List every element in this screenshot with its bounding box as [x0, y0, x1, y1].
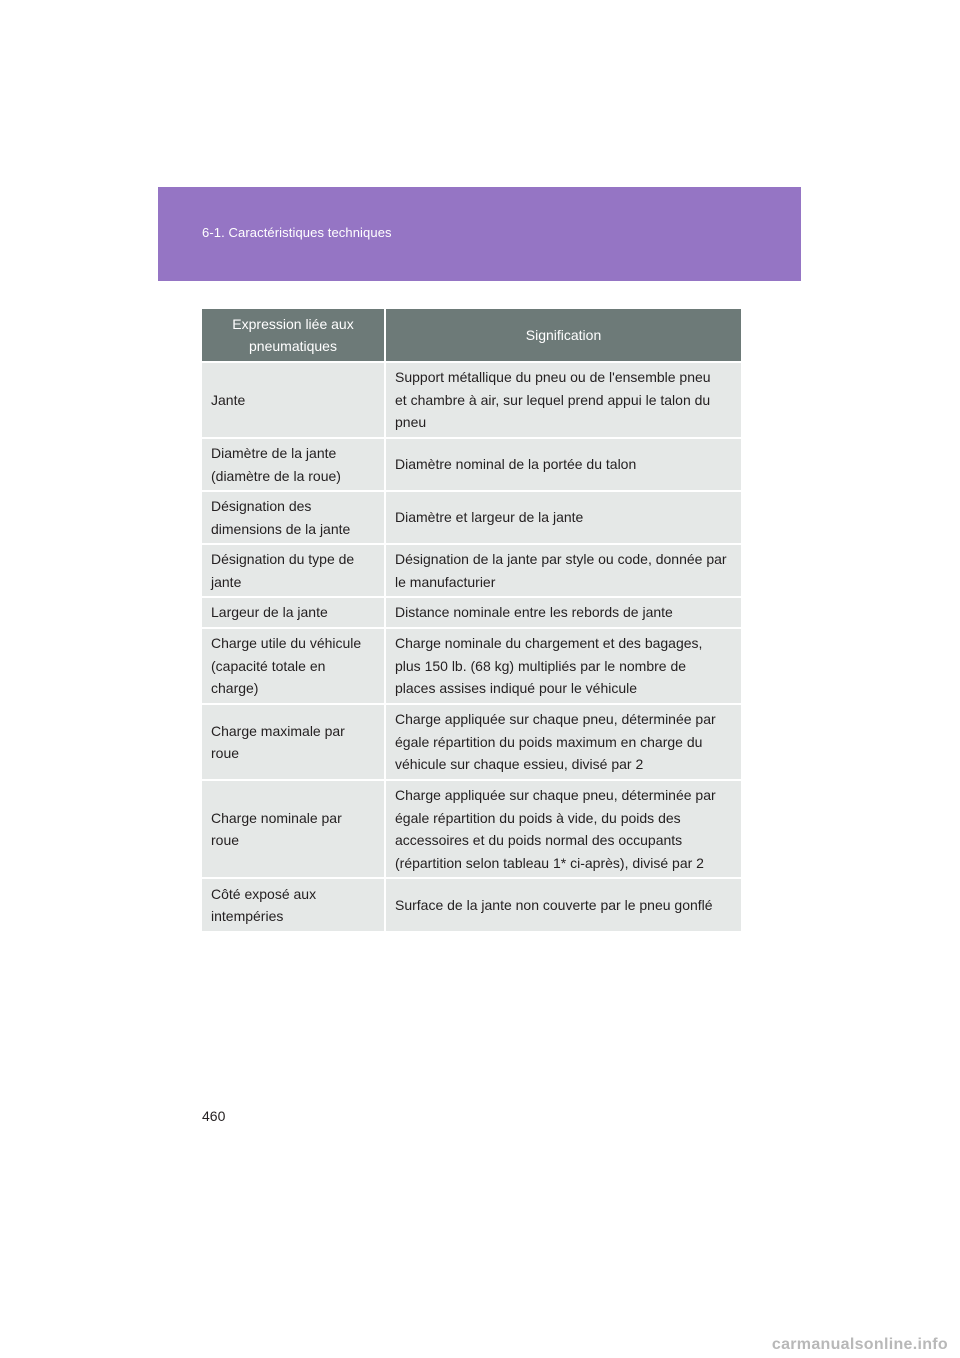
table-row — [202, 491, 741, 544]
tire-terms-table — [202, 309, 741, 931]
meaning-cell: Support métallique du pneu ou de l'ensemble pneu et chambre à air, sur lequel prend appui le talon du pneu — [385, 362, 741, 438]
term-cell: Côté exposé aux intempéries — [202, 878, 385, 931]
watermark-text: carmanualsonline.info — [771, 1336, 948, 1353]
meaning-cell: Désignation de la jante par style ou code, donnée par le manufacturier — [385, 544, 741, 597]
column-header-meaning — [385, 309, 741, 362]
column-header-term-text: Expression liée aux pneumatiques — [232, 316, 354, 354]
term-cell: Charge maximale par roue — [202, 704, 385, 780]
term-cell: Largeur de la jante — [202, 597, 385, 628]
column-header-term — [202, 309, 385, 362]
table-row — [202, 362, 741, 438]
table-row — [202, 597, 741, 628]
table-row — [202, 780, 741, 878]
term-cell: Charge nominale par roue — [202, 780, 385, 878]
section-header-band — [158, 187, 801, 281]
term-cell: Jante — [202, 362, 385, 438]
meaning-cell: Surface de la jante non couverte par le pneu gonflé — [385, 878, 741, 931]
meaning-cell: Charge appliquée sur chaque pneu, déterminée par égale répartition du poids à vide, du poids des accessoires et du poids normal des occupants (répartition selon tableau 1* ci-après), divisé par 2 — [385, 780, 741, 878]
table-header-row — [202, 309, 741, 362]
page-number: 460 — [202, 1108, 226, 1124]
meaning-cell: Distance nominale entre les rebords de jante — [385, 597, 741, 628]
column-header-meaning-text: Signification — [525, 327, 602, 343]
table-row — [202, 544, 741, 597]
section-title: 6-1. Caractéristiques techniques — [202, 225, 392, 240]
term-cell: Diamètre de la jante (diamètre de la roue) — [202, 438, 385, 491]
meaning-cell: Diamètre et largeur de la jante — [385, 491, 741, 544]
term-cell: Charge utile du véhicule (capacité totale en charge) — [202, 628, 385, 704]
term-cell: Désignation des dimensions de la jante — [202, 491, 385, 544]
table-row — [202, 704, 741, 780]
table-row — [202, 628, 741, 704]
table-row — [202, 438, 741, 491]
meaning-cell: Diamètre nominal de la portée du talon — [385, 438, 741, 491]
meaning-cell: Charge nominale du chargement et des bagages, plus 150 lb. (68 kg) multipliés par le nombre de places assises indiqué pour le véhicule — [385, 628, 741, 704]
meaning-cell: Charge appliquée sur chaque pneu, déterminée par égale répartition du poids maximum en charge du véhicule sur chaque essieu, divisé par 2 — [385, 704, 741, 780]
term-cell: Désignation du type de jante — [202, 544, 385, 597]
table-row — [202, 878, 741, 931]
